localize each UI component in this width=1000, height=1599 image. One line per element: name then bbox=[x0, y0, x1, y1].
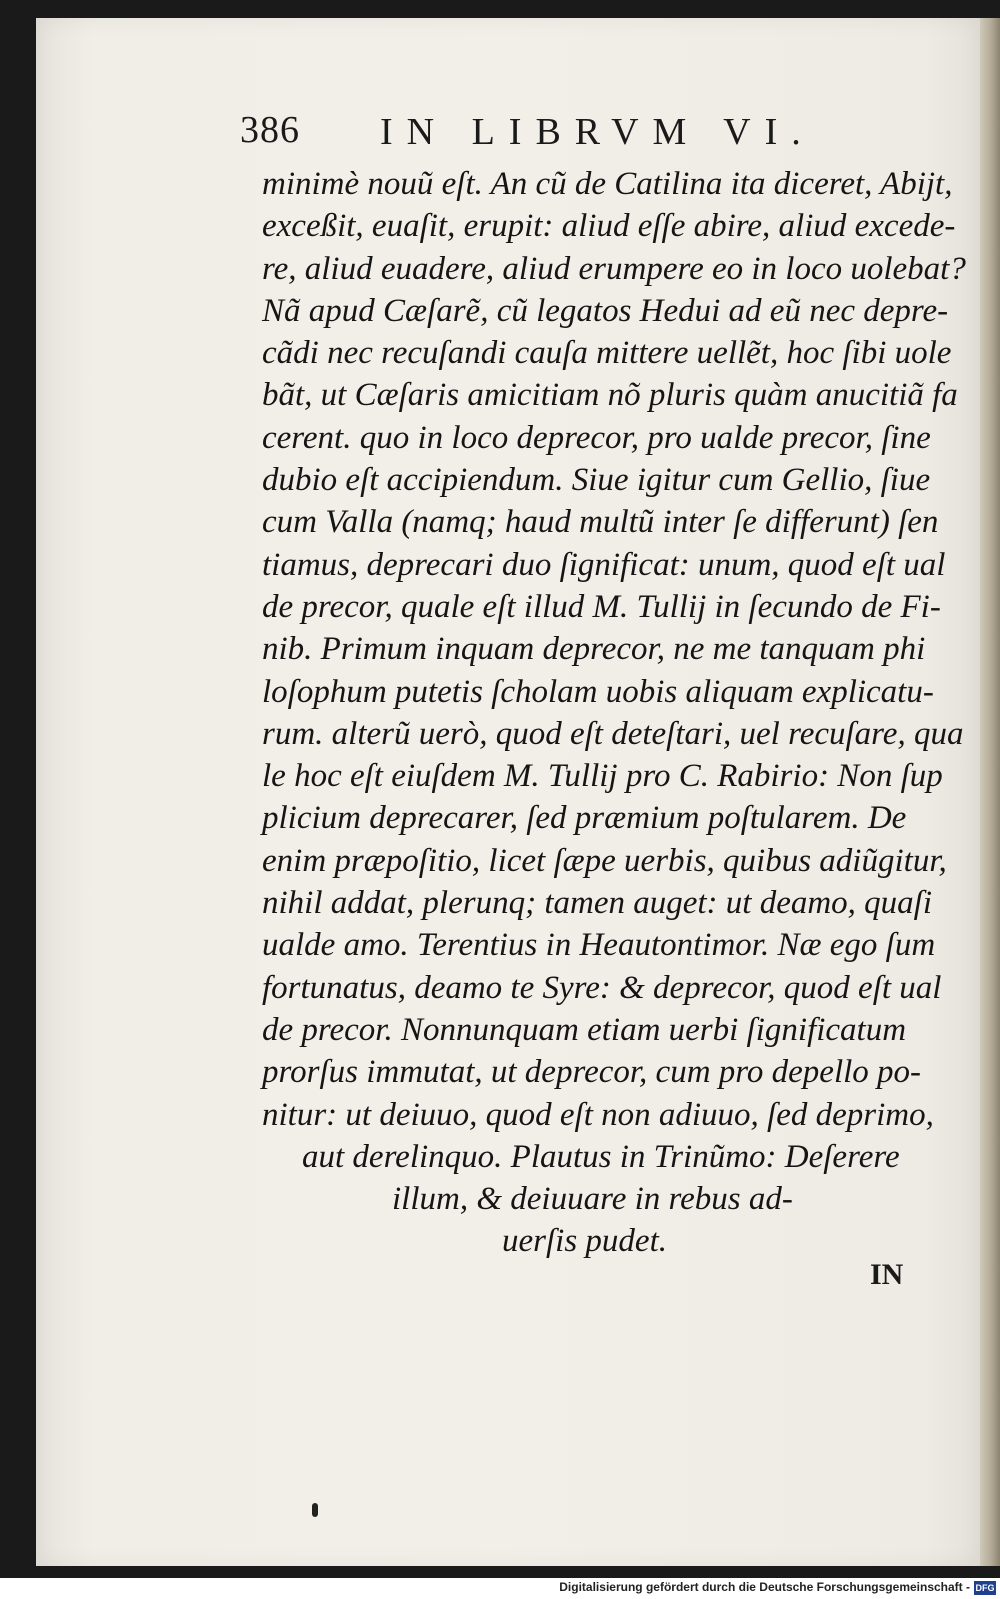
text-line: le hoc eſt eiuſdem M. Tullij pro C. Rabirio: Non ſup bbox=[262, 758, 943, 795]
text-line: illum, & deiuuare in rebus ad- bbox=[392, 1181, 793, 1218]
text-line: re, aliud euadere, aliud erumpere eo in loco uolebat? bbox=[262, 250, 966, 287]
text-line: de precor, quale eſt illud M. Tullij in ſecundo de Fi- bbox=[262, 588, 941, 625]
text-line: minimè nouũ eſt. An cũ de Catilina ita diceret, Abijt, bbox=[262, 166, 953, 202]
text-line: loſophum putetis ſcholam uobis aliquam explicatu- bbox=[262, 673, 934, 710]
text-line: rum. alterũ uerò, quod eſt deteſtari, uel recuſare, qua bbox=[262, 715, 964, 752]
text-line: fortunatus, deamo te Syre: & deprecor, quod eſt ual bbox=[262, 969, 942, 1006]
text-line: tiamus, deprecari duo ſignificat: unum, quod eſt ual bbox=[262, 546, 946, 583]
text-line: nib. Primum inquam deprecor, ne me tanquam phi bbox=[262, 631, 926, 668]
text-line: ualde amo. Terentius in Heautontimor. Næ ego ſum bbox=[262, 927, 936, 964]
catchword: IN bbox=[870, 1258, 904, 1291]
text-line: uerſis pudet. bbox=[502, 1223, 667, 1260]
ink-speck bbox=[312, 1503, 318, 1517]
body-text bbox=[262, 163, 966, 1263]
text-line: aut derelinquo. Plautus in Trinũmo: Deſerere bbox=[302, 1138, 900, 1175]
running-head bbox=[240, 108, 860, 156]
text-line: nitur: ut deiuuo, quod eſt non adiuuo, ſed deprimo, bbox=[262, 1096, 934, 1133]
text-line: enim præpoſitio, licet ſæpe uerbis, quibus adiũgitur, bbox=[262, 842, 947, 879]
text-line: bãt, ut Cæſaris amicitiam nõ pluris quàm anucitiã fa bbox=[262, 377, 958, 414]
text-line: cum Valla (namq; haud multũ inter ſe differunt) ſen bbox=[262, 504, 939, 541]
text-line: exceßit, euaſit, erupit: aliud eſſe abire, aliud excede- bbox=[262, 208, 956, 245]
text-line: nihil addat, plerunq; tamen auget: ut deamo, quaſi bbox=[262, 885, 933, 922]
running-title: IN LIBRVM VI. bbox=[380, 111, 815, 153]
page-number: 386 bbox=[240, 109, 300, 151]
footer-bar bbox=[0, 1578, 1000, 1599]
text-line: cerent. quo in loco deprecor, pro ualde precor, ſine bbox=[262, 419, 931, 456]
text-line: Nã apud Cæſarẽ, cũ legatos Hedui ad eũ nec depre- bbox=[262, 292, 949, 329]
text-line: prorſus immutat, ut deprecor, cum pro depello po- bbox=[262, 1054, 922, 1091]
text-line: cãdi nec recuſandi cauſa mittere uellẽt, hoc ſibi uole bbox=[262, 335, 952, 372]
text-line: plicium deprecarer, ſed præmium poſtularem. De bbox=[262, 800, 907, 837]
book-edge bbox=[980, 18, 1000, 1566]
dfg-logo-icon: DFG bbox=[975, 1583, 995, 1593]
text-line: de precor. Nonnunquam etiam uerbi ſignificatum bbox=[262, 1011, 907, 1048]
digitization-credit: Digitalisierung gefördert durch die Deutsche Forschungsgemeinschaft - bbox=[559, 1580, 970, 1594]
text-line: dubio eſt accipiendum. Siue igitur cum Gellio, ſiue bbox=[262, 462, 931, 499]
